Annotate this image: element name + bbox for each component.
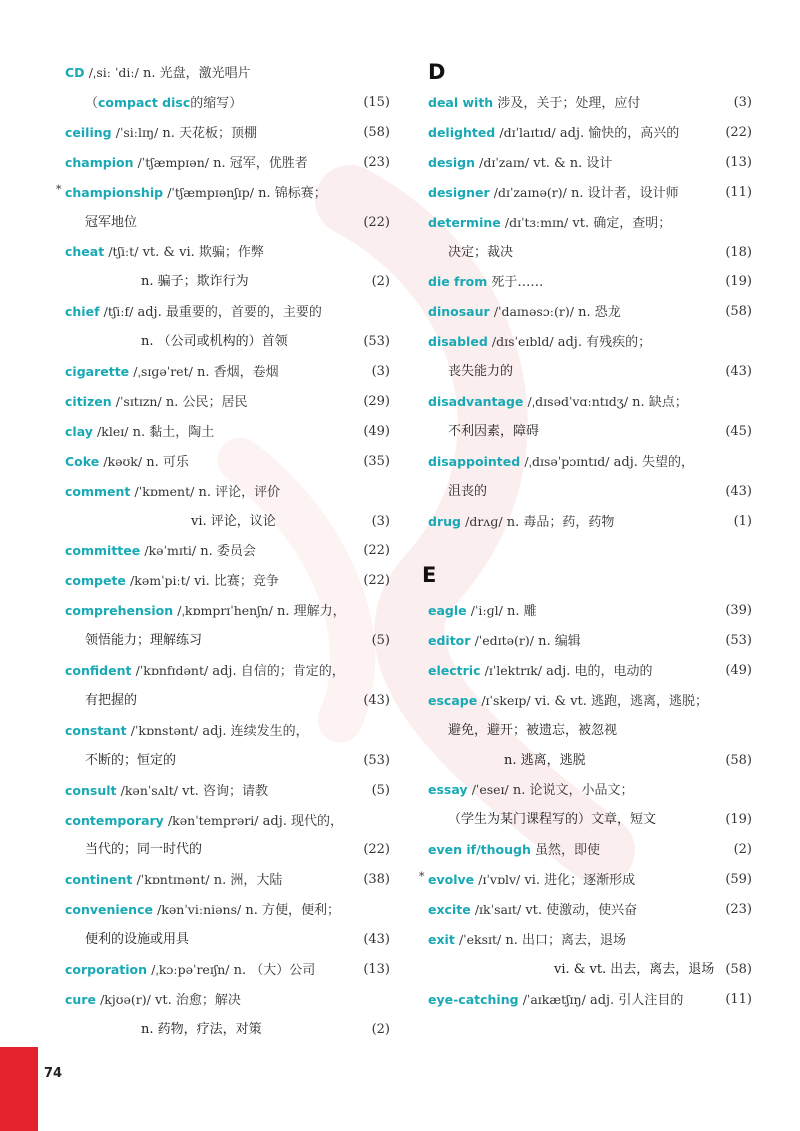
page-reference: (2) — [371, 274, 390, 290]
definition: vi. & vt. 逃跑，逃离，逃脱； — [534, 693, 709, 709]
page-reference: (3) — [371, 513, 390, 529]
entry-line — [428, 596, 752, 626]
abbreviation-note: 的缩写） — [190, 95, 243, 111]
definition-continued: 不断的；恒定的 — [85, 752, 177, 768]
definition: n. 方便，便利； — [245, 903, 340, 919]
page-reference: (22) — [363, 573, 390, 589]
entry-line — [428, 297, 752, 327]
entry-line — [65, 357, 390, 387]
page-reference: (43) — [725, 364, 752, 380]
definition: n. 毒品；药，药物 — [506, 514, 615, 530]
entry-line — [65, 267, 390, 297]
headword: drug — [428, 513, 461, 529]
phonetic: /kjʊə(r)/ — [100, 991, 151, 1007]
headword: electric — [428, 662, 481, 678]
page-reference: (59) — [725, 872, 752, 888]
definition: n. 冠军，优胜者 — [213, 155, 308, 171]
definition: vt. 确定，查明； — [572, 215, 672, 231]
definition: n. 公民；居民 — [165, 394, 248, 410]
phonetic: /kəˈmɪti/ — [144, 543, 197, 559]
definition: adj. 电的，电动的 — [546, 663, 653, 679]
entry-line — [65, 656, 390, 686]
definition: n. 黏土，陶土 — [132, 424, 215, 440]
definition-continued: 有把握的 — [85, 692, 138, 708]
headword: escape — [428, 692, 478, 708]
phonetic: /ˈsɪtɪzn/ — [115, 393, 162, 409]
page-reference: (39) — [725, 603, 752, 618]
headword: Coke — [65, 453, 100, 469]
headword: cheat — [65, 244, 105, 260]
entry-line — [428, 686, 752, 716]
entry-line — [65, 387, 390, 417]
definition: adj. 最重要的，首要的，主要的 — [137, 305, 322, 321]
page-reference: (2) — [371, 1021, 390, 1037]
headword: eagle — [428, 603, 467, 618]
page-reference: (23) — [725, 902, 752, 917]
entry-line — [65, 237, 390, 267]
page-reference: (11) — [725, 184, 752, 200]
definition-continued: vi. & vt. 出去，离去，退场 — [554, 961, 715, 977]
page-reference: (3) — [733, 95, 752, 110]
entry-line — [419, 865, 752, 895]
page-reference: (58) — [725, 752, 752, 768]
page-reference: (58) — [725, 304, 752, 320]
headword: comprehension — [65, 603, 174, 619]
page-reference: (43) — [725, 483, 752, 499]
page-reference: (11) — [725, 991, 752, 1007]
definition: n. 雕 — [506, 604, 537, 619]
entry-line — [428, 417, 752, 447]
entry-line — [428, 357, 752, 387]
definition-continued: 冠军地位 — [85, 214, 138, 230]
phonetic: /ˌsiː ˈdiː/ — [88, 65, 139, 80]
headword: champion — [65, 154, 134, 170]
phonetic: /ˌkɒmprɪˈhenʃn/ — [177, 603, 273, 619]
entry-line — [428, 955, 752, 985]
definition: n. 锦标赛； — [258, 185, 327, 201]
entry-line — [65, 716, 390, 746]
page-reference: (18) — [725, 244, 752, 260]
definition: n. 评论，评价 — [198, 484, 281, 500]
phonetic: /dɪˈlaɪtɪd/ — [499, 124, 556, 140]
entry-line — [56, 178, 390, 208]
page-reference: (2) — [733, 842, 752, 858]
page-reference: (49) — [363, 423, 390, 439]
definition: vt. & n. 设计 — [533, 155, 613, 171]
definition: n. 委员会 — [200, 544, 256, 560]
headword: citizen — [65, 393, 112, 409]
phonetic: /kəmˈpiːt/ — [130, 573, 190, 589]
page-reference: (45) — [725, 423, 752, 439]
definition: n. 洲，大陆 — [213, 873, 283, 889]
page-reference: (53) — [725, 632, 752, 648]
definition: adj. 愉快的，高兴的 — [559, 125, 680, 141]
headword: constant — [65, 722, 127, 738]
paren-open: （ — [85, 95, 99, 111]
phonetic: /kənˈsʌlt/ — [120, 782, 179, 798]
headword: committee — [65, 543, 141, 559]
entry-line — [65, 1015, 390, 1045]
page-number: 74 — [44, 1066, 63, 1081]
entry-line — [428, 267, 752, 297]
entry-line — [428, 895, 752, 925]
phonetic: /tʃiːt/ — [108, 244, 139, 260]
definition-continued: n. 骗子；欺诈行为 — [141, 274, 249, 290]
phonetic: /ˌsɪɡəˈret/ — [133, 364, 193, 379]
headword: cigarette — [65, 364, 130, 379]
headword: evolve — [428, 872, 475, 888]
headword: convenience — [65, 902, 153, 918]
entry-line — [65, 118, 390, 148]
page-reference: (43) — [363, 692, 390, 708]
headword: cure — [65, 991, 96, 1007]
entry-line — [65, 985, 390, 1015]
definition: adj. 失望的， — [613, 454, 695, 470]
definition-continued: 领悟能力；理解练习 — [85, 633, 203, 649]
definition-continued: 丧失能力的 — [448, 364, 514, 380]
phonetic: /ˈtʃæmpɪən/ — [137, 154, 209, 170]
headword: determine — [428, 214, 501, 230]
page-reference: (19) — [725, 274, 752, 290]
entry-line — [65, 477, 390, 507]
headword: editor — [428, 632, 471, 648]
entry-line — [428, 327, 752, 357]
entry-line — [428, 746, 752, 776]
entry-line — [428, 238, 752, 268]
phonetic: /ˌdɪsədˈvɑːntɪdʒ/ — [527, 394, 629, 409]
headword: essay — [428, 782, 468, 798]
definition: n. 论说文，小品文； — [512, 783, 634, 799]
headword: deal with — [428, 95, 494, 110]
definition: n. 恐龙 — [578, 305, 621, 321]
entry-line — [428, 208, 752, 238]
definition: vt. & vi. 欺骗；作弊 — [142, 245, 264, 261]
page-tab — [0, 1047, 38, 1131]
definition: n. 设计者，设计师 — [571, 185, 679, 201]
headword: ceiling — [65, 124, 112, 140]
phonetic: /kənˈviːniəns/ — [157, 902, 242, 918]
headword: clay — [65, 423, 93, 439]
phonetic: /ɪˈskeɪp/ — [481, 692, 531, 708]
page-reference: (22) — [363, 543, 390, 559]
page-reference: (3) — [371, 364, 390, 379]
page-reference: (22) — [363, 842, 390, 858]
definition-continued: n. 逃离，逃脱 — [504, 752, 586, 768]
phonetic: /ɪˈvɒlv/ — [478, 872, 521, 888]
headword: dinosaur — [428, 304, 490, 320]
phonetic: /ˌdɪsəˈpɔɪntɪd/ — [524, 453, 610, 469]
phonetic: /ɪˈlektrɪk/ — [484, 662, 543, 678]
phonetic: /ˈtʃæmpɪənʃɪp/ — [167, 184, 254, 200]
phonetic: /kənˈtemprəri/ — [167, 812, 259, 828]
headword: CD — [65, 65, 85, 80]
entry-line — [428, 118, 752, 148]
headword: even if/though — [428, 842, 531, 858]
phonetic: /tʃiːf/ — [103, 304, 134, 320]
page-reference: (29) — [363, 393, 390, 409]
phonetic: /ˈeksɪt/ — [458, 931, 502, 947]
definition: adj. 连续发生的， — [202, 723, 309, 739]
definition: vt. 治愈；解决 — [155, 992, 241, 1008]
definition: 涉及，关于；处理，应付 — [497, 96, 641, 111]
entry-line — [428, 507, 752, 537]
entry-line — [428, 835, 752, 865]
headword: design — [428, 154, 475, 170]
entry-line — [65, 447, 390, 477]
phonetic: /ˈdaɪnəsɔː(r)/ — [493, 304, 574, 320]
entry-line — [65, 776, 390, 806]
entry-line — [428, 805, 752, 835]
entry-line — [65, 208, 390, 238]
phonetic: /dɪˈzaɪnə(r)/ — [493, 184, 567, 200]
headword: exit — [428, 931, 455, 947]
definition: 死于…… — [491, 275, 544, 291]
definition: n. 天花板；顶棚 — [162, 125, 258, 141]
new-word-marker: * — [56, 182, 62, 196]
entry-line — [428, 925, 752, 955]
phonetic: /kəʊk/ — [103, 453, 143, 469]
page-reference: (5) — [371, 782, 390, 798]
page-reference: (35) — [363, 453, 390, 469]
definition-continued: 避免，避开；被遗忘，被忽视 — [448, 722, 618, 738]
headword: comment — [65, 483, 131, 499]
headword: delighted — [428, 124, 496, 140]
page-reference: (49) — [725, 662, 752, 678]
page-reference: (13) — [725, 154, 752, 170]
entry-line — [428, 387, 752, 417]
entry-line — [65, 865, 390, 895]
headword: designer — [428, 184, 490, 200]
phonetic: /ˈkɒnfɪdənt/ — [135, 663, 209, 678]
phonetic: /ˈaɪkætʃɪŋ/ — [522, 991, 586, 1007]
entry-line — [65, 536, 390, 566]
phonetic: /ˈeseɪ/ — [471, 782, 509, 798]
phonetic: /ˈkɒntɪnənt/ — [136, 872, 210, 888]
headword: eye-catching — [428, 991, 519, 1007]
entry-line — [428, 447, 752, 477]
headword: chief — [65, 304, 100, 320]
entry-line — [65, 148, 390, 178]
definition: n. 理解力， — [277, 604, 346, 620]
headword: corporation — [65, 962, 148, 977]
page-reference: (13) — [363, 962, 390, 977]
definition-continued: n. 药物，疗法，对策 — [141, 1021, 262, 1037]
headword: continent — [65, 872, 133, 888]
section-d-heading: D — [428, 60, 446, 84]
headword: disabled — [428, 334, 488, 350]
page-reference: (1) — [733, 513, 752, 529]
definition: n. 香烟，卷烟 — [196, 365, 279, 380]
page-reference: (15) — [363, 94, 390, 110]
entry-line — [428, 656, 752, 686]
entry-line — [65, 417, 390, 447]
definition: vi. 进化；逐渐形成 — [524, 873, 636, 889]
entry-line — [65, 686, 390, 716]
entry-line — [65, 327, 390, 357]
definition-continued: 决定；裁决 — [448, 244, 514, 260]
page-reference: (22) — [725, 124, 752, 140]
phonetic: /dɪˈtɜːmɪn/ — [504, 214, 569, 230]
definition: adj. 有残疾的； — [557, 335, 652, 351]
section-e-heading: E — [422, 563, 437, 587]
entry-line — [65, 88, 390, 118]
definition-continued: 不利因素，障碍 — [448, 423, 540, 439]
definition: adj. 自信的；肯定的， — [212, 664, 345, 679]
page-reference: (38) — [363, 872, 390, 888]
page-reference: (58) — [363, 124, 390, 140]
page-reference: (19) — [725, 812, 752, 828]
entry-line — [65, 566, 390, 596]
headword: championship — [65, 184, 164, 200]
page-reference: (58) — [725, 961, 752, 977]
definition: 虽然，即使 — [535, 843, 601, 859]
page-reference: (22) — [363, 214, 390, 230]
definition: adj. 引人注目的 — [589, 992, 684, 1008]
definition-continued: n. （公司或机构的）首领 — [141, 334, 288, 350]
entry-line — [428, 626, 752, 656]
headword: contemporary — [65, 812, 164, 828]
phonetic: /dɪˈzaɪn/ — [479, 154, 530, 170]
entry-line — [428, 477, 752, 507]
definition: n. 编辑 — [538, 633, 581, 649]
entry-line — [65, 596, 390, 626]
entry-line — [428, 716, 752, 746]
definition: n. 出口；离去，退场 — [505, 932, 627, 948]
entry-line — [65, 835, 390, 865]
headword: die from — [428, 274, 488, 290]
definition-continued: 便利的设施或用具 — [85, 932, 190, 948]
definition-continued: （学生为某门课程写的）文章，短文 — [448, 812, 657, 828]
phonetic: /drʌɡ/ — [465, 513, 503, 529]
entry-line — [65, 58, 390, 88]
definition: vt. 咨询；请教 — [182, 783, 269, 799]
headword: disadvantage — [428, 394, 524, 409]
entry-line — [428, 985, 752, 1015]
page-reference: (53) — [363, 752, 390, 768]
headword: compete — [65, 573, 126, 589]
page-reference: (5) — [371, 633, 390, 649]
page-reference: (53) — [363, 334, 390, 350]
phonetic: /ˈkɒment/ — [134, 483, 195, 499]
entry-line — [65, 507, 390, 537]
headword: consult — [65, 782, 117, 798]
entry-line — [65, 806, 390, 836]
phonetic: /dɪsˈeɪbld/ — [491, 334, 554, 350]
entry-line — [65, 626, 390, 656]
entry-line — [428, 88, 752, 118]
headword: excite — [428, 902, 471, 917]
page-reference: (23) — [363, 154, 390, 170]
definition: n. 缺点； — [632, 395, 688, 410]
headword: confident — [65, 663, 132, 678]
entry-line — [65, 746, 390, 776]
phonetic: /ɪkˈsaɪt/ — [474, 902, 522, 917]
definition: n. （大）公司 — [233, 963, 316, 978]
new-word-marker: * — [419, 870, 425, 884]
definition: n. 可乐 — [146, 454, 189, 470]
definition-continued — [85, 88, 242, 119]
entry-line — [65, 297, 390, 327]
definition: n. 光盘，激光唱片 — [142, 66, 251, 81]
entry-line — [428, 775, 752, 805]
definition: vi. 比赛；竞争 — [194, 574, 279, 590]
entry-line — [65, 925, 390, 955]
entry-line — [65, 955, 390, 985]
entry-line — [428, 178, 752, 208]
definition-continued: 沮丧的 — [448, 483, 488, 499]
phonetic: /ˈsiːlɪŋ/ — [115, 124, 159, 140]
definition: adj. 现代的， — [262, 813, 343, 829]
phonetic: /ˌkɔːpəˈreɪʃn/ — [151, 962, 230, 977]
page-reference: (43) — [363, 932, 390, 948]
phonetic: /ˈkɒnstənt/ — [130, 722, 199, 738]
phonetic: /kleɪ/ — [97, 423, 129, 439]
definition-continued: 当代的；同一时代的 — [85, 842, 203, 858]
phonetic: /ˈedɪtə(r)/ — [474, 632, 534, 648]
definition: vt. 使激动，使兴奋 — [525, 903, 638, 918]
definition-continued: vi. 评论，议论 — [191, 513, 276, 529]
headword: disappointed — [428, 453, 521, 469]
entry-line — [65, 895, 390, 925]
entry-line — [428, 148, 752, 178]
phonetic: /ˈiːɡl/ — [470, 603, 503, 618]
abbreviation-source: compact disc — [98, 94, 191, 110]
